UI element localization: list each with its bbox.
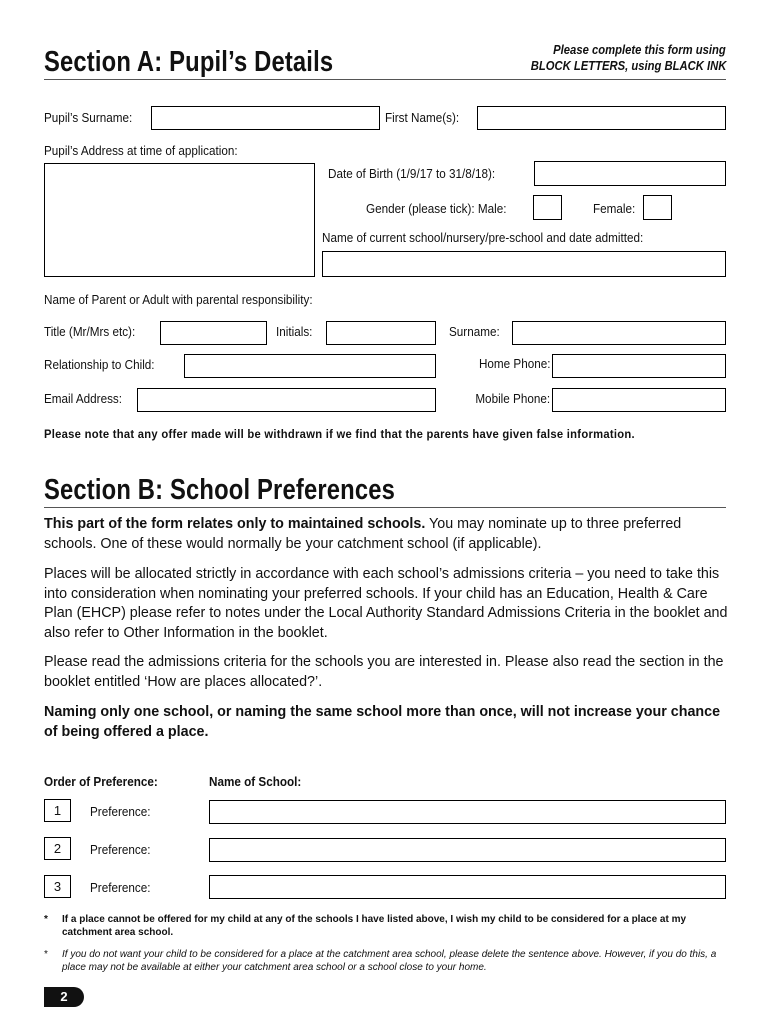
criteria-paragraph: Please read the admissions criteria for the schools you are interested in. Please also read the section in the booklet entitled ‘How are places allocated?’. (44, 654, 724, 690)
preference-3-school-input[interactable] (209, 875, 726, 899)
email-input[interactable] (137, 388, 436, 412)
gender-male-checkbox[interactable] (533, 195, 562, 220)
gender-female-label: Female: (593, 201, 636, 216)
mobile-phone-input[interactable] (552, 388, 726, 412)
preference-number: 3 (44, 875, 71, 898)
instruction-line-2: BLOCK LETTERS, using BLACK INK (530, 59, 726, 73)
pupil-surname-input[interactable] (151, 106, 380, 130)
footnote-catchment (44, 913, 734, 941)
home-phone-input[interactable] (552, 354, 726, 378)
intro-bold-text: This part of the form relates only to maintained schools. (44, 516, 426, 532)
footnote-star: * (44, 914, 48, 925)
first-name-label: First Name(s): (385, 110, 460, 125)
first-name-input[interactable] (477, 106, 726, 130)
instruction-line-1: Please complete this form using (553, 43, 726, 57)
preference-number: 2 (44, 837, 71, 860)
parent-surname-input[interactable] (512, 321, 726, 345)
gender-female-checkbox[interactable] (643, 195, 672, 220)
dob-label: Date of Birth (1/9/17 to 31/8/18): (328, 166, 496, 181)
preference-number: 1 (44, 799, 71, 822)
footnote-catchment-text: If a place cannot be offered for my child at any of the schools I have listed above, I wish my child to be considered for a place at my catchment area school. (62, 914, 687, 938)
gender-male-label: Gender (please tick): Male: (366, 201, 507, 216)
intro-text: You may nominate up to three preferred schools. One of these would normally be your catchment school (if applicable). (44, 516, 682, 552)
allocation-paragraph: Places will be allocated strictly in accordance with each school’s admissions criteria – you need to take this into consideration when nominating your preferred schools. If your child has an Education, Health & Care Plan (EHCP) please refer to notes under the Local Authority Standard Admissions Criteria in the booklet and also refer to Other Information in the booklet. (44, 566, 728, 641)
preference-2-school-input[interactable] (209, 838, 726, 862)
address-input[interactable] (44, 163, 315, 277)
section-b-title: Section B: School Preferences (44, 474, 395, 506)
parent-surname-label: Surname: (449, 324, 500, 339)
dob-input[interactable] (534, 161, 726, 186)
section-a-title: Section A: Pupil’s Details (44, 46, 334, 78)
current-school-label: Name of current school/nursery/pre-school and date admitted: (322, 230, 644, 245)
footnote-star: * (44, 949, 48, 960)
email-label: Email Address: (44, 391, 123, 406)
order-header: Order of Preference: (44, 774, 158, 789)
parent-label: Name of Parent or Adult with parental responsibility: (44, 292, 313, 307)
preference-label: Preference: (90, 804, 151, 819)
relationship-label: Relationship to Child: (44, 357, 155, 372)
relationship-input[interactable] (184, 354, 436, 378)
initials-label: Initials: (276, 324, 313, 339)
page-number: 2 (44, 987, 84, 1007)
preference-label: Preference: (90, 842, 151, 857)
title-label: Title (Mr/Mrs etc): (44, 324, 136, 339)
school-name-header: Name of School: (209, 774, 302, 789)
section-b-rule (44, 507, 726, 508)
pupil-surname-label: Pupil’s Surname: (44, 110, 133, 125)
footnote-delete (44, 948, 734, 976)
initials-input[interactable] (326, 321, 436, 345)
footnote-delete-text: If you do not want your child to be considered for a place at the catchment area school, please delete the sentence above. However, if you do this, a place may not be available at either your catchment area school or a school close to your home. (62, 949, 717, 973)
home-phone-label: Home Phone: (478, 356, 550, 371)
mobile-phone-label: Mobile Phone: (475, 391, 550, 406)
preference-1-school-input[interactable] (209, 800, 726, 824)
current-school-input[interactable] (322, 251, 726, 277)
naming-warning: Naming only one school, or naming the same school more than once, will not increase your chance of being offered a place. (44, 704, 721, 740)
false-info-warning: Please note that any offer made will be withdrawn if we find that the parents have given false information. (44, 427, 635, 441)
title-input[interactable] (160, 321, 267, 345)
section-a-rule (44, 79, 726, 80)
intro-paragraph (44, 515, 734, 554)
address-label: Pupil’s Address at time of application: (44, 143, 238, 158)
preference-label: Preference: (90, 880, 151, 895)
